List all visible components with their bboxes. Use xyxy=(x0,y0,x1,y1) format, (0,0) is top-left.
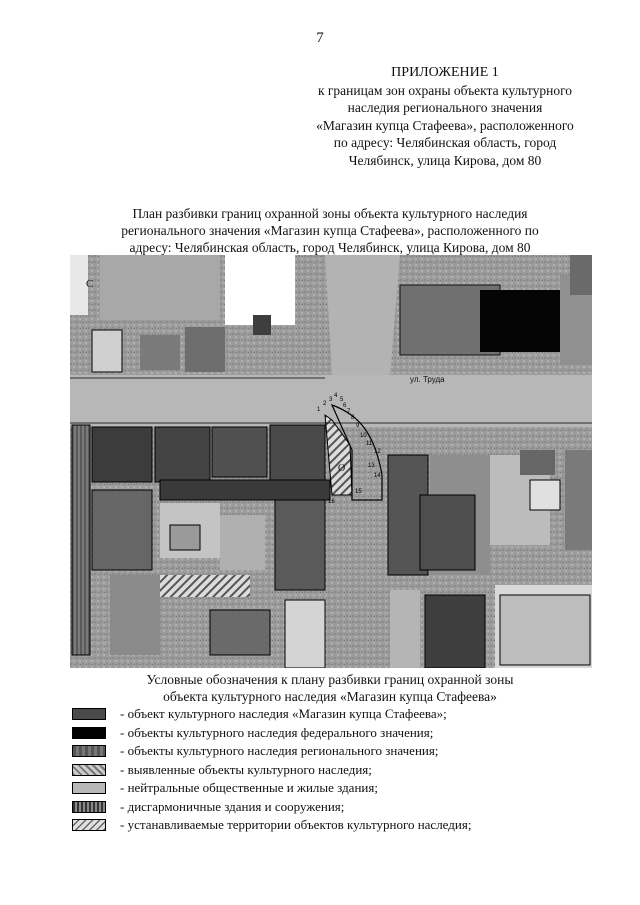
page-number: 7 xyxy=(316,30,324,46)
point-label: 16 xyxy=(328,499,335,505)
appendix-header xyxy=(286,64,604,169)
appendix-line: Челябинск, улица Кирова, дом 80 xyxy=(348,152,542,168)
legend-label: - дисгармоничные здания и сооружения; xyxy=(120,798,345,814)
point-label: 6 xyxy=(343,403,347,409)
legend-label: - выявленные объекты культурного наследия; xyxy=(120,761,372,777)
legend-item xyxy=(72,705,612,724)
legend-item xyxy=(72,761,612,780)
legend-item xyxy=(72,816,612,835)
legend-swatch-icon xyxy=(72,764,106,776)
legend-title xyxy=(70,671,590,705)
zone-letter: О xyxy=(338,463,346,474)
point-label: 10 xyxy=(360,433,367,439)
scale-letter: С xyxy=(86,278,94,290)
point-label: 4 xyxy=(334,393,338,399)
legend-swatch-icon xyxy=(72,727,106,739)
legend-swatch-icon xyxy=(72,782,106,794)
appendix-line: по адресу: Челябинская область, город xyxy=(333,135,557,150)
point-label: 7 xyxy=(347,409,351,415)
legend-label: - объекты культурного наследия регионального значения; xyxy=(120,743,439,759)
point-label: 8 xyxy=(351,415,355,421)
street-label: ул. Труда xyxy=(410,375,445,384)
point-label: 3 xyxy=(329,397,333,403)
legend-label: - объекты культурного наследия федерального значения; xyxy=(120,724,434,740)
legend-item xyxy=(72,779,612,798)
legend-label: - объект культурного наследия «Магазин купца Стафеева»; xyxy=(120,706,447,722)
legend-title-line: Условные обозначения к плану разбивки границ охранной зоны xyxy=(146,672,514,687)
point-label: 2 xyxy=(323,401,327,407)
point-label: 1 xyxy=(317,407,321,413)
legend-title-line: объекта культурного наследия «Магазин купца Стафеева» xyxy=(163,689,497,704)
point-label: 14 xyxy=(374,473,381,479)
appendix-line: «Магазин купца Стафеева», расположенного xyxy=(316,117,574,133)
point-label: 11 xyxy=(366,441,373,447)
legend xyxy=(72,705,612,835)
legend-item xyxy=(72,742,612,761)
appendix-line: к границам зон охраны объекта культурного xyxy=(317,82,573,98)
point-label: 12 xyxy=(374,449,381,455)
legend-swatch-icon xyxy=(72,801,106,813)
legend-item xyxy=(72,798,612,817)
plan-title xyxy=(70,205,590,256)
legend-label: - устанавливаемые территории объектов культурного наследия; xyxy=(120,817,472,833)
point-label: 9 xyxy=(356,423,360,429)
legend-swatch-icon xyxy=(72,745,106,757)
legend-label: - нейтральные общественные и жилые здания; xyxy=(120,780,378,796)
legend-item xyxy=(72,724,612,743)
point-label: 15 xyxy=(355,489,362,495)
legend-swatch-icon xyxy=(72,819,106,831)
plan-title-line: План разбивки границ охранной зоны объекта культурного наследия xyxy=(132,206,528,221)
site-plan-map xyxy=(70,255,592,668)
appendix-heading: ПРИЛОЖЕНИЕ 1 xyxy=(391,65,499,80)
point-label: 13 xyxy=(368,463,375,469)
legend-swatch-icon xyxy=(72,708,106,720)
point-label: 5 xyxy=(340,397,344,403)
plan-title-line: регионального значения «Магазин купца Стафеева», расположенного по xyxy=(121,223,539,238)
plan-title-line: адресу: Челябинская область, город Челябинск, улица Кирова, дом 80 xyxy=(129,240,531,255)
appendix-line: наследия регионального значения xyxy=(347,100,543,115)
site-plan-drawing xyxy=(70,255,592,668)
